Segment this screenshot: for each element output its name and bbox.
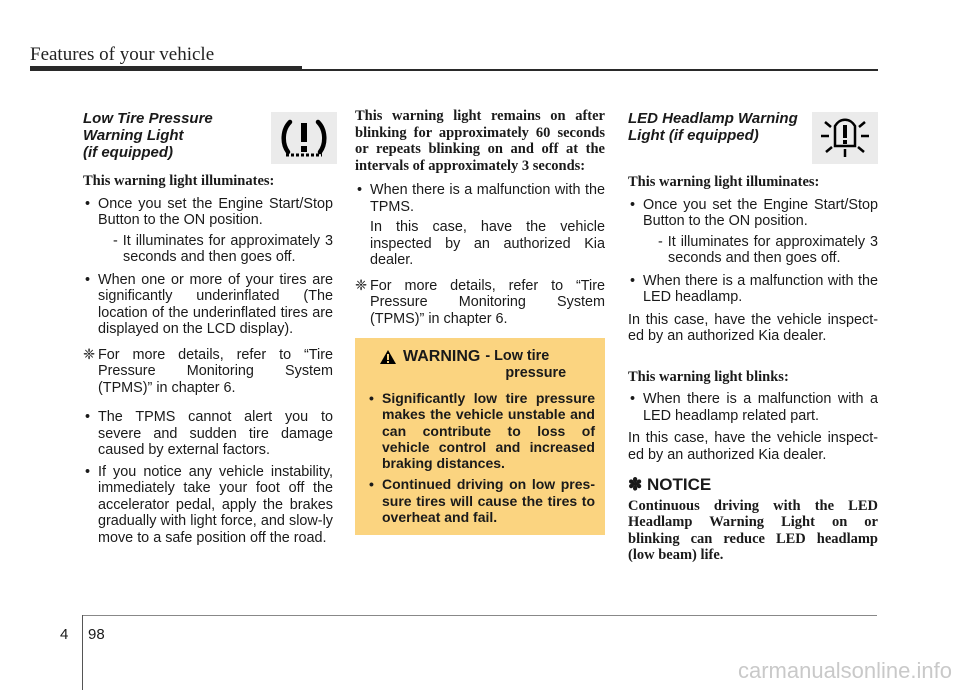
tpms-bullet-4: • If you notice any vehicle instability, immediately take your foot off the accelerator pedal, apply the brakes gradually with light force, and slow-ly move to a safe position off the road. — [83, 464, 333, 547]
notice-title: ✽ NOTICE — [628, 475, 712, 494]
tpms-title: Low Tire Pressure Warning Light (if equipped) — [83, 110, 213, 161]
tpms-bullet-3: • The TPMS cannot alert you to severe and sudden tire damage caused by external factors. — [83, 409, 333, 459]
warning-bullet-2: • Continued driving on low pres-sure tires will cause the tires to overheat and fail. — [367, 476, 595, 525]
led-bullet-3: • When there is a malfunction with a LED headlamp related part. — [628, 391, 878, 424]
led-bullet-list-1 — [628, 197, 878, 306]
warning-subtitle: - Low tire pressure — [485, 348, 567, 381]
notice-star-icon: ✽ — [628, 475, 643, 494]
footer-rule — [82, 615, 877, 616]
warning-list — [367, 390, 595, 525]
warning-label: WARNING — [403, 348, 481, 365]
notice-body: Continuous driving with the LED Headlamp Warning Light on or blinking can reduce LED headlamp (low beam) life. — [628, 497, 878, 563]
tpms-bullet-2: • When one or more of your tires are significantly underinflated (The location of the underinflated tires are displayed on the LCD display). — [83, 272, 333, 338]
tpms-bullet-list-2 — [83, 409, 333, 546]
reference-mark-icon: ❈ — [355, 277, 368, 294]
led-bullet-1-sub: - It illuminates for approximately 3 seconds and then goes off. — [658, 233, 878, 266]
tpms-illuminates-heading: This warning light illuminates: — [83, 173, 275, 189]
led-illuminates-heading: This warning light illuminates: — [628, 174, 820, 190]
chapter-number: 4 — [60, 626, 69, 643]
header-rule-thin — [300, 69, 878, 71]
warning-box — [355, 338, 605, 535]
warning-bullet-1: • Significantly low tire pressure makes the vehicle unstable and can contribute to loss of vehicle control and increased braking distances. — [367, 390, 595, 471]
led-title: LED Headlamp Warning Light (if equipped) — [628, 110, 798, 144]
led-para-1: In this case, have the vehicle inspect-ed by an authorized Kia dealer. — [628, 311, 878, 344]
tpms-warning-icon — [271, 112, 337, 164]
tpms-bullet-1: • Once you set the Engine Start/Stop Button to the ON position. - It illuminates for approximately 3 seconds and then goes off. — [83, 196, 333, 266]
tpms-blink-intro: This warning light remains on after blinking for approximately 60 seconds or repeats blinking on and off at the intervals of approximately 3 seconds: — [355, 108, 605, 174]
tpms-bullet-1-sub: - It illuminates for approximately 3 seconds and then goes off. — [113, 232, 333, 265]
led-section — [628, 108, 878, 564]
led-bullet-list-2 — [628, 391, 878, 424]
tpms-reference: ❈ For more details, refer to “Tire Pressure Monitoring System (TPMS)” in chapter 6. — [83, 346, 333, 396]
tpms-section — [83, 108, 333, 546]
tpms-blink-list — [355, 182, 605, 269]
led-bullet-2: • When there is a malfunction with the LED headlamp. — [628, 273, 878, 306]
watermark: carmanualsonline.info — [737, 658, 952, 683]
led-bullet-1: • Once you set the Engine Start/Stop Button to the ON position. - It illuminates for approximately 3 seconds and then goes off. — [628, 197, 878, 267]
page-number: 98 — [88, 626, 105, 643]
warning-triangle-icon — [379, 349, 397, 365]
warning-header — [379, 348, 595, 382]
tpms-bullet-list-1 — [83, 196, 333, 338]
led-headlamp-warning-icon — [812, 112, 878, 164]
led-para-2: In this case, have the vehicle inspect-ed by an authorized Kia dealer. — [628, 430, 878, 463]
tpms-blink-reference: ❈ For more details, refer to “Tire Pressure Monitoring System (TPMS)” in chapter 6. — [355, 277, 605, 327]
header-rule-thick — [30, 66, 302, 71]
tpms-blink-section — [355, 108, 605, 327]
page-header-title: Features of your vehicle — [30, 44, 215, 65]
tpms-blink-bullet-1-cont: In this case, have the vehicle inspected by an authorized Kia dealer. — [370, 219, 605, 268]
reference-mark-icon: ❈ — [83, 346, 96, 363]
tpms-blink-bullet-1: • When there is a malfunction with the TPMS. In this case, have the vehicle inspected by an authorized Kia dealer. — [355, 182, 605, 269]
footer-divider — [82, 615, 83, 690]
led-blinks-heading: This warning light blinks: — [628, 368, 789, 385]
